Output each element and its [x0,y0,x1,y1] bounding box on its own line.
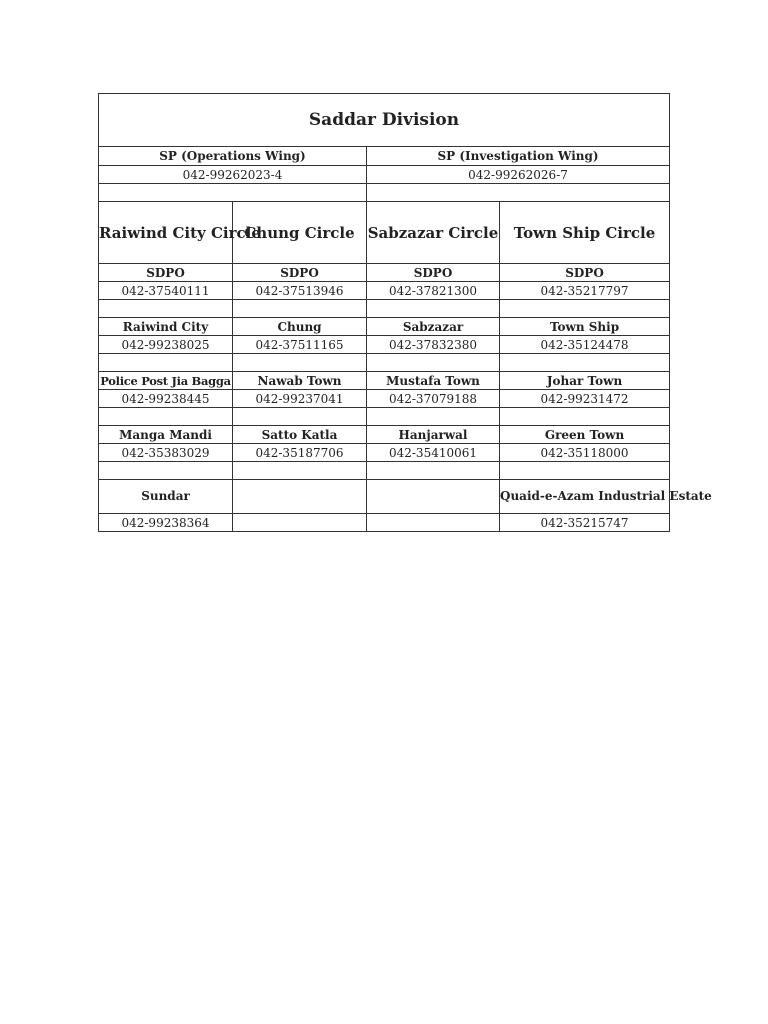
station-name: Hanjarwal [367,426,500,444]
station-phone [233,514,367,532]
circle-header-row [99,202,670,264]
station-name [233,480,367,514]
sdpo-label-row [99,264,670,282]
station-name: Chung [233,318,367,336]
empty-cell [500,300,670,318]
spacer-row [99,462,670,480]
empty-cell [500,408,670,426]
wing-investigation-phone: 042-99262026-7 [367,166,670,184]
empty-cell [99,354,233,372]
sdpo-phone: 042-37540111 [99,282,233,300]
empty-cell [500,354,670,372]
station-phone: 042-35124478 [500,336,670,354]
station-phone-row [99,390,670,408]
station-name: Mustafa Town [367,372,500,390]
saddar-division-table [98,93,712,532]
title-row [99,94,670,147]
empty-cell [99,462,233,480]
empty-cell [233,300,367,318]
station-phone: 042-35118000 [500,444,670,462]
spacer-row [99,408,670,426]
division-title: Saddar Division [99,94,670,147]
station-name: Nawab Town [233,372,367,390]
empty-cell [99,408,233,426]
station-phone: 042-37079188 [367,390,500,408]
sdpo-phone: 042-37821300 [367,282,500,300]
wing-phone-row [99,166,670,184]
station-name-row [99,318,670,336]
empty-cell [233,462,367,480]
station-phone-row [99,336,670,354]
spacer-row [99,354,670,372]
station-name-row [99,480,670,514]
station-phone: 042-99238025 [99,336,233,354]
station-name-row [99,426,670,444]
station-name: Green Town [500,426,670,444]
station-phone: 042-35187706 [233,444,367,462]
station-phone-row [99,444,670,462]
circle-header-sabzazar: Sabzazar Circle [367,202,500,264]
station-phone: 042-35410061 [367,444,500,462]
sdpo-label: SDPO [99,264,233,282]
station-phone: 042-99238364 [99,514,233,532]
sdpo-phone-row [99,282,670,300]
wing-label-row [99,147,670,166]
spacer-row [99,300,670,318]
station-name: Sabzazar [367,318,500,336]
empty-cell [500,462,670,480]
station-phone-row [99,514,670,532]
circle-header-raiwind: Raiwind City Circle [99,202,233,264]
empty-cell [367,300,500,318]
empty-cell [99,300,233,318]
wing-investigation-label: SP (Investigation Wing) [367,147,670,166]
spacer-row [99,184,670,202]
station-phone: 042-37832380 [367,336,500,354]
sdpo-label: SDPO [367,264,500,282]
empty-cell [233,354,367,372]
station-name: Satto Katla [233,426,367,444]
station-name: Sundar [99,480,233,514]
station-name [367,480,500,514]
circle-header-chung: Chung Circle [233,202,367,264]
sdpo-label: SDPO [233,264,367,282]
station-name-row [99,372,670,390]
sdpo-phone: 042-35217797 [500,282,670,300]
station-name: Manga Mandi [99,426,233,444]
empty-cell [367,354,500,372]
station-phone: 042-99237041 [233,390,367,408]
empty-cell [367,462,500,480]
wing-operations-phone: 042-99262023-4 [99,166,367,184]
station-phone: 042-35215747 [500,514,670,532]
empty-cell [367,408,500,426]
station-name: Town Ship [500,318,670,336]
station-phone: 042-35383029 [99,444,233,462]
empty-cell [367,184,670,202]
station-name: Police Post Jia Bagga [100,373,231,388]
station-name: Raiwind City [99,318,233,336]
empty-cell [233,408,367,426]
wing-operations-label: SP (Operations Wing) [99,147,367,166]
station-phone: 042-99238445 [99,390,233,408]
station-phone: 042-99231472 [500,390,670,408]
sdpo-label: SDPO [500,264,670,282]
empty-cell [99,184,367,202]
circle-header-township: Town Ship Circle [500,202,670,264]
station-name: Quaid-e-Azam Industrial Estate [500,480,670,514]
sdpo-phone: 042-37513946 [233,282,367,300]
station-phone [367,514,500,532]
station-phone: 042-37511165 [233,336,367,354]
station-name: Johar Town [500,372,670,390]
